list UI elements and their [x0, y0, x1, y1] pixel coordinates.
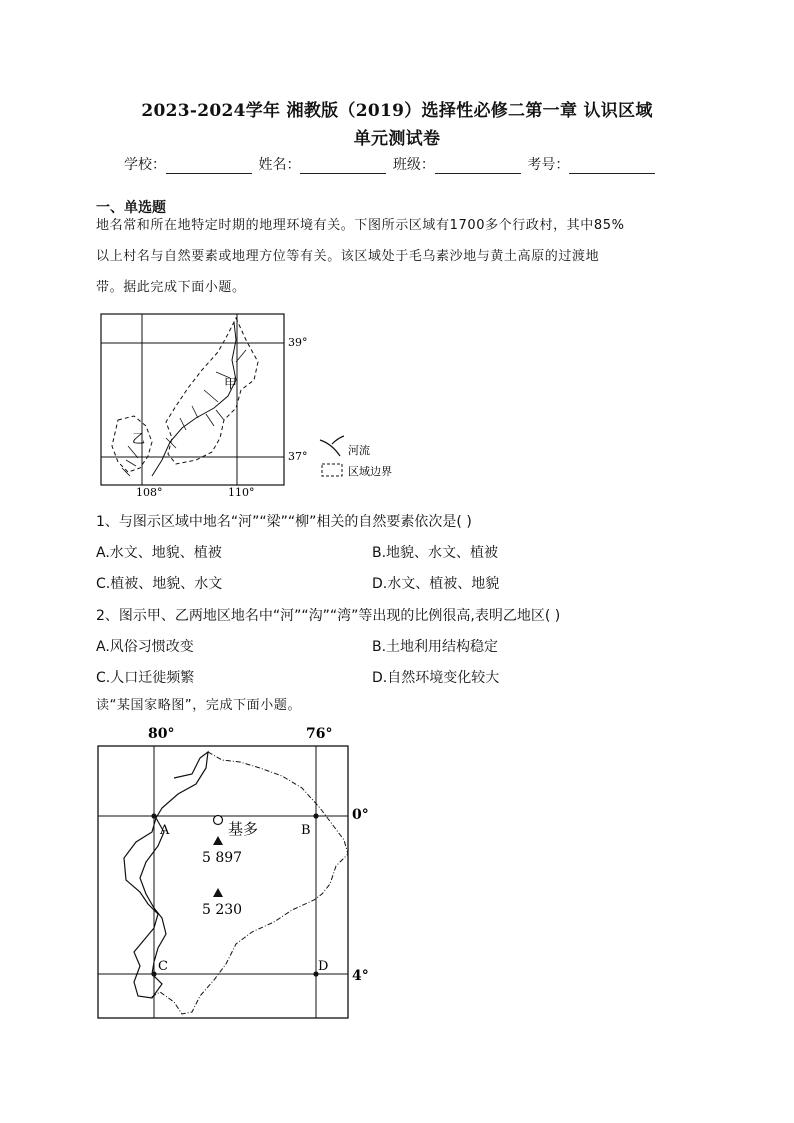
peak-icon-1	[213, 836, 223, 845]
passage-1-line-1: 地名常和所在地特定时期的地理环境有关。下图所示区域有1700多个行政村，其中85%	[96, 218, 625, 233]
page-subtitle: 单元测试卷	[353, 129, 441, 149]
capital-icon	[214, 816, 223, 825]
city-label-quito: 基多	[228, 820, 259, 838]
lat-label-0: 0°	[352, 807, 369, 823]
exam-no-field[interactable]	[569, 157, 655, 174]
q2-option-b[interactable]: B.土地利用结构稳定	[372, 639, 499, 655]
point-c-marker	[151, 971, 156, 976]
map-country-sketch	[96, 722, 396, 1022]
q1-option-c[interactable]: C.植被、地貌、水文	[96, 576, 223, 592]
class-label: 班级：	[392, 157, 435, 173]
q1-option-b[interactable]: B.地貌、水文、植被	[372, 545, 499, 561]
river-main	[152, 322, 236, 476]
page-title: 2023-2024学年 湘教版（2019）选择性必修二第一章 认识区域	[141, 101, 653, 121]
legend-boundary-label: 区域边界	[348, 465, 392, 478]
lat-label-37: 37°	[288, 450, 308, 463]
lon-label-108: 108°	[136, 486, 163, 499]
peak-icon-2	[213, 888, 223, 897]
name-label: 姓名：	[258, 157, 301, 173]
point-d-label: D	[318, 959, 329, 974]
point-b-marker	[313, 813, 318, 818]
peak-label-2: 5 230	[202, 902, 243, 918]
legend-river-label: 河流	[348, 444, 370, 457]
passage-1-line-3: 带。据此完成下面小题。	[96, 280, 246, 295]
point-b-label: B	[301, 823, 311, 838]
q1-option-a[interactable]: A.水文、地貌、植被	[96, 545, 222, 561]
label-jia: 甲	[224, 377, 238, 392]
q2-option-a[interactable]: A.风俗习惯改变	[96, 639, 194, 655]
passage-1-line-2: 以上村名与自然要素或地理方位等有关。该区域处于毛乌素沙地与黄土高原的过渡地	[96, 249, 600, 264]
class-field[interactable]	[435, 157, 521, 174]
lat-label-4: 4°	[352, 968, 369, 984]
lat-label-39: 39°	[288, 336, 308, 349]
q2-option-d[interactable]: D.自然环境变化较大	[372, 670, 500, 686]
student-info-row	[124, 154, 657, 174]
point-a-marker	[151, 813, 156, 818]
exam-no-label: 考号：	[527, 157, 570, 173]
school-field[interactable]	[166, 157, 252, 174]
school-label: 学校：	[124, 157, 166, 173]
q2-option-c[interactable]: C.人口迁徙频繁	[96, 670, 195, 686]
question-2-stem: 2、图示甲、乙两地区地名中“河”“沟”“湾”等出现的比例很高,表明乙地区( )	[96, 608, 561, 624]
peak-label-1: 5 897	[202, 850, 243, 866]
lon-label-76: 76°	[306, 726, 333, 742]
passage-2: 读“某国家略图”，完成下面小题。	[96, 698, 302, 713]
name-field[interactable]	[300, 157, 386, 174]
lon-label-80: 80°	[148, 726, 175, 742]
q1-option-d[interactable]: D.水文、植被、地貌	[372, 576, 500, 592]
point-a-label: A	[160, 823, 170, 838]
question-1-stem: 1、与图示区域中地名“河”“梁”“柳”相关的自然要素依次是( )	[96, 514, 472, 530]
map-shaanxi-region	[96, 310, 426, 500]
passage-1	[96, 210, 702, 303]
label-yi: 乙	[132, 432, 146, 447]
lon-label-110: 110°	[228, 486, 255, 499]
region-boundary-jia	[166, 318, 258, 464]
legend-boundary-icon	[322, 464, 342, 476]
legend-river-icon	[320, 436, 344, 456]
section-title: 一、单选题	[96, 200, 166, 216]
point-c-label: C	[158, 959, 168, 974]
